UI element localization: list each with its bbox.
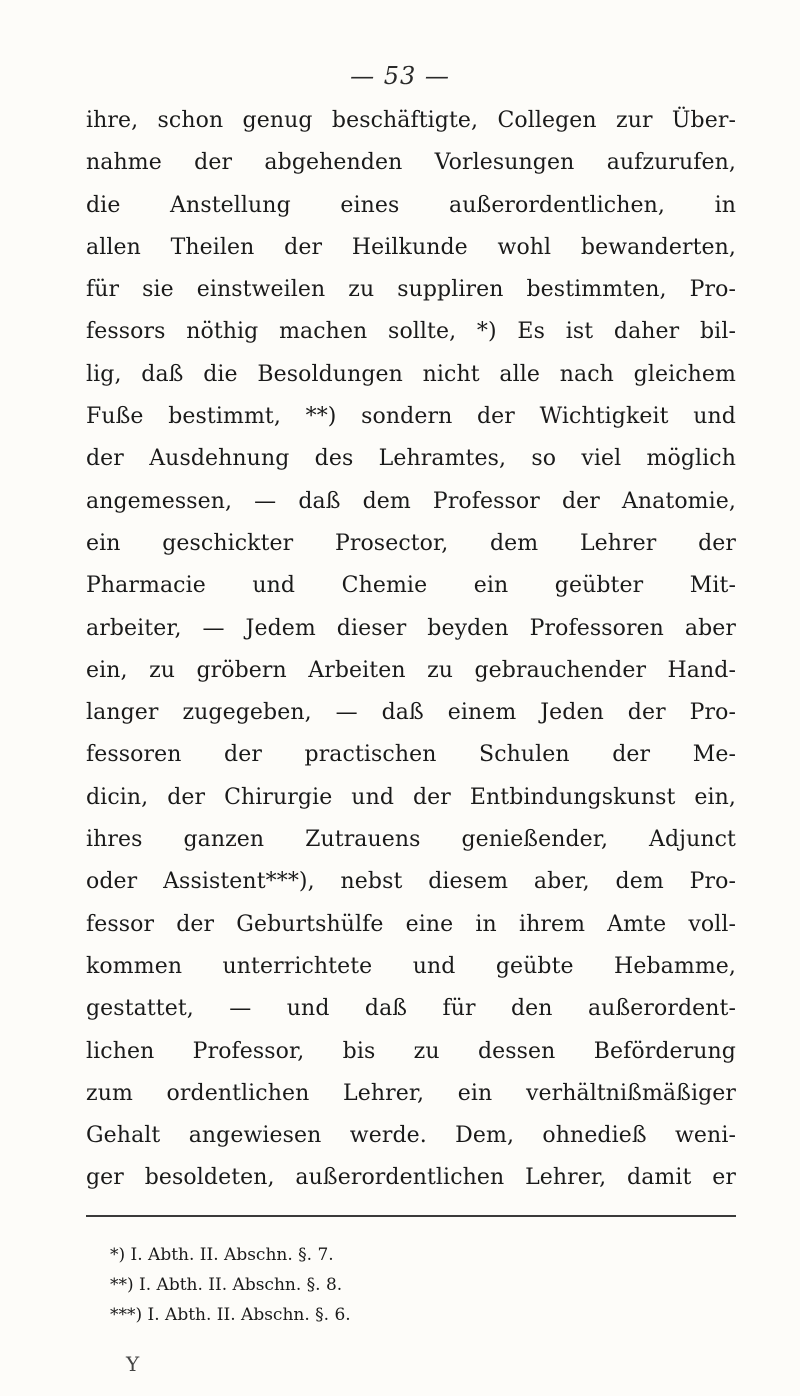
- text-line: langer zugegeben, — daß einem Jeden der Pro-: [86, 700, 736, 726]
- text-line: zum ordentlichen Lehrer, ein verhältnißmäßiger: [86, 1080, 736, 1106]
- text-line: ein geschickter Prosector, dem Lehrer der: [86, 530, 736, 556]
- text-line: ein, zu gröbern Arbeiten zu gebrauchender Hand-: [86, 657, 736, 683]
- text-line: Gehalt angewiesen werde. Dem, ohnedieß weni-: [86, 1123, 736, 1149]
- text-line: für sie einstweilen zu suppliren bestimmten, Pro-: [86, 277, 736, 303]
- footnote: ***) I. Abth. II. Abschn. §. 6.: [110, 1305, 351, 1325]
- text-line: die Anstellung eines außerordentlichen, in: [86, 192, 736, 218]
- text-line: nahme der abgehenden Vorlesungen aufzurufen,: [86, 150, 736, 176]
- text-line: lichen Professor, bis zu dessen Beförderung: [86, 1038, 736, 1064]
- text-line: fessoren der practischen Schulen der Me-: [86, 742, 736, 768]
- footnotes: [110, 1240, 351, 1330]
- text-line: arbeiter, — Jedem dieser beyden Professoren aber: [86, 615, 736, 641]
- page-number: — 53 —: [350, 62, 450, 90]
- text-line: ger besoldeten, außerordentlichen Lehrer, damit er: [86, 1165, 736, 1191]
- text-line: angemessen, — daß dem Professor der Anatomie,: [86, 488, 736, 514]
- text-line: Fuße bestimmt, **) sondern der Wichtigkeit und: [86, 404, 736, 430]
- text-line: ihres ganzen Zutrauens genießender, Adjunct: [86, 827, 736, 853]
- text-line: dicin, der Chirurgie und der Entbindungskunst ein,: [86, 784, 736, 810]
- text-line: kommen unterrichtete und geübte Hebamme,: [86, 953, 736, 979]
- text-line: allen Theilen der Heilkunde wohl bewanderten,: [86, 234, 736, 260]
- text-line: fessors nöthig machen sollte, *) Es ist daher bil-: [86, 319, 736, 345]
- text-line: Pharmacie und Chemie ein geübter Mit-: [86, 573, 736, 599]
- text-line: gestattet, — und daß für den außerordent-: [86, 996, 736, 1022]
- text-line: lig, daß die Besoldungen nicht alle nach gleichem: [86, 361, 736, 387]
- body-text: [86, 100, 736, 1200]
- text-line: fessor der Geburtshülfe eine in ihrem Amte voll-: [86, 911, 736, 937]
- text-line: der Ausdehnung des Lehramtes, so viel möglich: [86, 446, 736, 472]
- footnote: **) I. Abth. II. Abschn. §. 8.: [110, 1275, 343, 1295]
- footnote: *) I. Abth. II. Abschn. §. 7.: [110, 1245, 334, 1265]
- text-line: ihre, schon genug beschäftigte, Collegen zur Über-: [86, 108, 736, 133]
- text-line: oder Assistent***), nebst diesem aber, dem Pro-: [86, 869, 736, 895]
- signature-mark: Y: [126, 1352, 140, 1376]
- footnote-divider: [86, 1215, 736, 1217]
